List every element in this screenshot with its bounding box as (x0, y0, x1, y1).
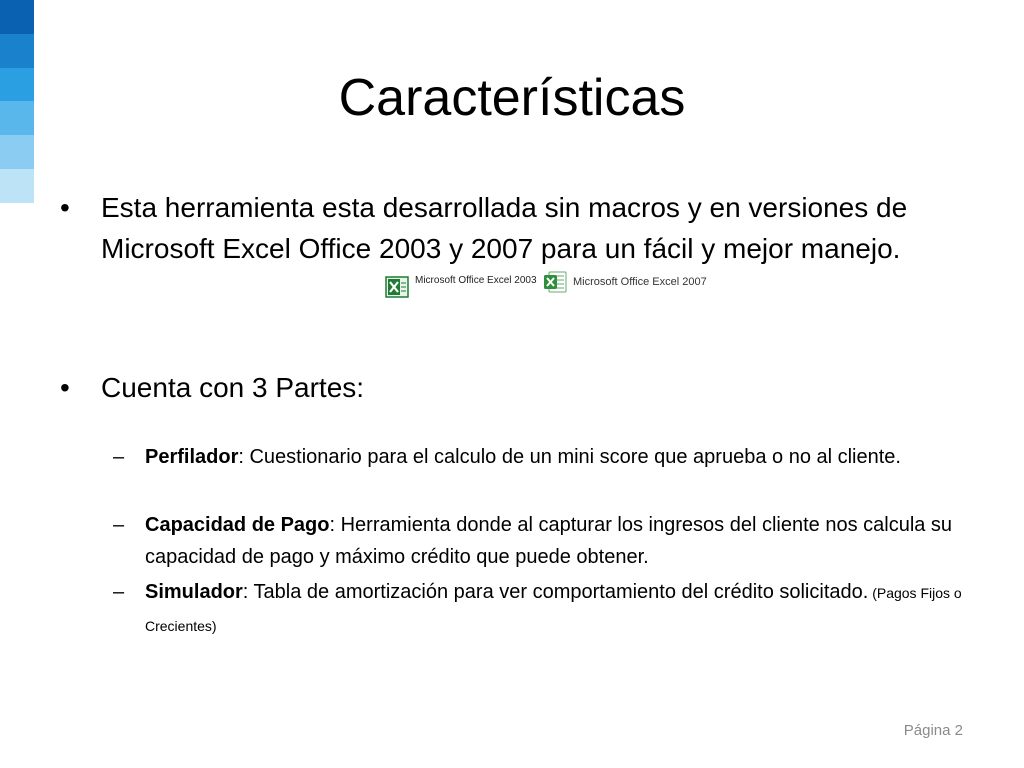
bullet-marker: • (60, 372, 70, 403)
sub-item-term: Simulador (145, 581, 243, 603)
decorative-color-block (0, 0, 34, 34)
sub-item-term: Perfilador (145, 446, 239, 468)
bullet-item (60, 367, 981, 408)
excel-2003-badge (385, 275, 537, 299)
excel-2007-badge (543, 270, 707, 294)
sub-item-text: : Cuestionario para el calculo de un mini score que aprueba o no al cliente. (238, 446, 901, 468)
excel-2003-icon (385, 275, 409, 299)
excel-2003-label: Microsoft Office Excel 2003 (415, 274, 537, 286)
slide-title: Características (338, 69, 686, 127)
sub-item-capacidad-de-pago (113, 509, 975, 573)
sub-item-dash: – (113, 514, 125, 536)
sub-item-term: Capacidad de Pago (145, 514, 330, 536)
bullet-item (60, 187, 981, 269)
sub-item-note: (Pagos Fijos o Crecientes) (145, 585, 962, 634)
bullet-text: Esta herramienta esta desarrollada sin macros y en versiones de Microsoft Excel Office 2003 y 2007 para un fácil y mejor manejo. (101, 192, 908, 264)
sub-item-simulador (113, 576, 975, 642)
bullet-marker: • (60, 192, 70, 223)
sub-item-text: : Tabla de amortización para ver comportamiento del crédito solicitado. (242, 581, 869, 603)
excel-2007-icon (543, 270, 567, 294)
sub-item-perfilador (113, 441, 975, 473)
sub-item-dash: – (113, 581, 125, 603)
sub-item-dash: – (113, 446, 125, 468)
excel-2007-label: Microsoft Office Excel 2007 (573, 276, 707, 288)
bullet-text: Cuenta con 3 Partes: (101, 372, 365, 403)
decorative-color-block (0, 135, 34, 169)
sub-item-text: : Herramienta donde al capturar los ingresos del cliente nos calcula su capacidad de pago y máximo crédito que puede obtener. (145, 514, 953, 568)
page-number: Página 2 (903, 722, 963, 739)
decorative-color-block (0, 169, 34, 203)
